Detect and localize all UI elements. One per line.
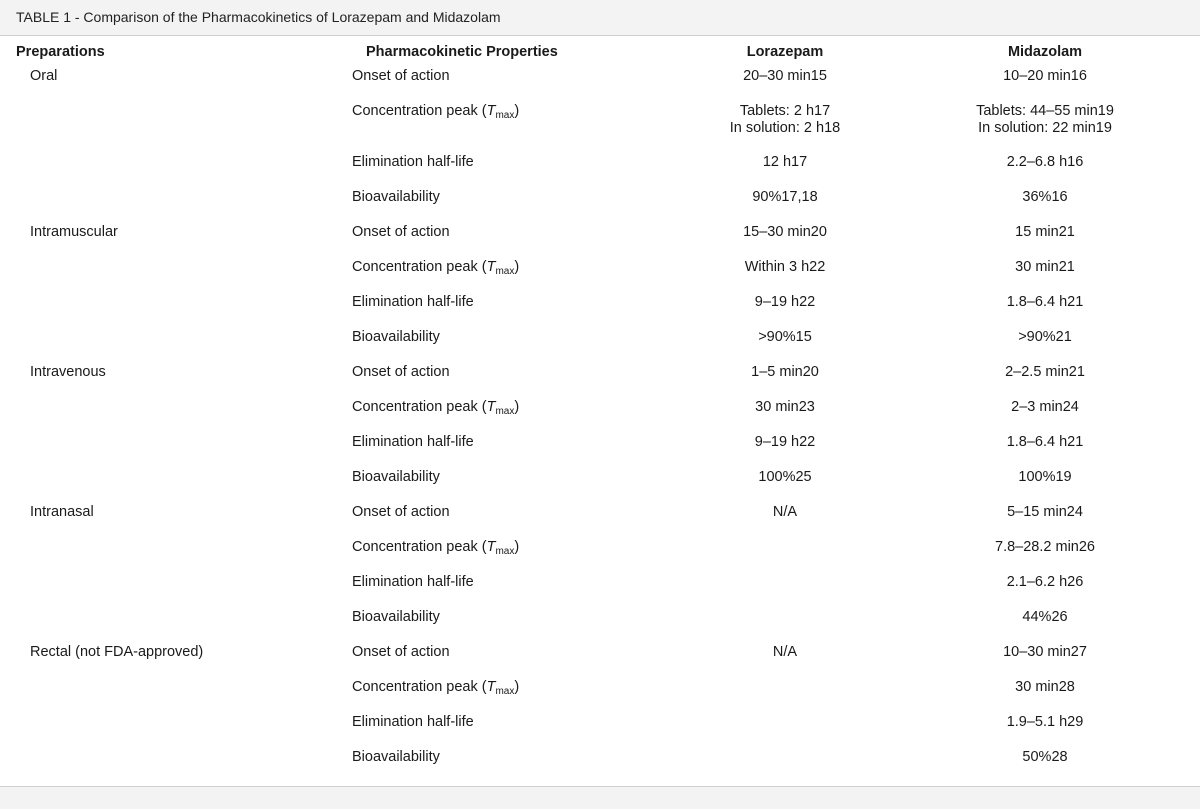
header-preparations: Preparations: [16, 44, 105, 60]
property-label: Bioavailability: [352, 469, 440, 485]
preparation-cell: Intramuscular: [30, 224, 118, 240]
preparation-cell: Oral: [30, 68, 58, 84]
tmax-subscript: max: [495, 110, 515, 121]
table-row: [0, 103, 1200, 154]
property-label-close: ): [514, 259, 520, 275]
lorazepam-value: 20–30 min15: [743, 68, 827, 84]
lorazepam-value: 30 min23: [755, 399, 815, 415]
midazolam-value: 2–2.5 min21: [1005, 364, 1085, 380]
lorazepam-value: 100%25: [758, 469, 812, 485]
table-row: [0, 329, 1200, 364]
midazolam-value: 36%16: [1022, 189, 1068, 205]
pharmacokinetics-table: [0, 38, 1200, 784]
property-cell: [352, 644, 450, 661]
midazolam-value: 1.9–5.1 h29: [1006, 714, 1084, 730]
table-row: [0, 434, 1200, 469]
table-row: [0, 364, 1200, 399]
property-label: Elimination half-life: [352, 574, 474, 590]
property-cell: [352, 329, 440, 346]
header-properties: Pharmacokinetic Properties: [366, 44, 558, 60]
property-label-close: ): [514, 399, 520, 415]
property-label: Bioavailability: [352, 329, 440, 345]
property-cell: [352, 259, 519, 280]
midazolam-cell: [1007, 154, 1084, 171]
property-cell: [352, 154, 474, 171]
footer-bar: [0, 786, 1200, 809]
lorazepam-value: Tablets: 2 h17: [739, 103, 831, 119]
lorazepam-cell: [755, 434, 815, 451]
midazolam-value: 15 min21: [1015, 224, 1075, 240]
property-label-close: ): [514, 103, 520, 119]
table-row: [0, 609, 1200, 644]
lorazepam-value: 12 h17: [762, 154, 808, 170]
table-row: [0, 679, 1200, 714]
lorazepam-cell: [752, 189, 817, 206]
midazolam-cell: [1022, 749, 1067, 766]
midazolam-value: 5–15 min24: [1007, 504, 1083, 520]
midazolam-value: Tablets: 44–55 min19: [976, 103, 1114, 119]
property-label: Onset of action: [352, 504, 450, 520]
lorazepam-value: 90%17,18: [752, 189, 818, 205]
midazolam-cell: [976, 103, 1114, 137]
property-label: Bioavailability: [352, 749, 440, 765]
header-lorazepam: Lorazepam: [746, 44, 824, 60]
lorazepam-cell: [743, 68, 827, 85]
table-row: [0, 714, 1200, 749]
midazolam-cell: [1015, 259, 1075, 276]
property-label: Concentration peak (: [352, 103, 487, 119]
property-cell: [352, 294, 474, 311]
midazolam-cell: [1007, 434, 1084, 451]
property-label: Onset of action: [352, 364, 450, 380]
midazolam-value: 2–3 min24: [1011, 399, 1079, 415]
table-row: [0, 504, 1200, 539]
property-label: Concentration peak (: [352, 679, 487, 695]
midazolam-cell: [1022, 609, 1067, 626]
property-cell: [352, 609, 440, 626]
property-label: Bioavailability: [352, 189, 440, 205]
property-label: Onset of action: [352, 68, 450, 84]
midazolam-cell: [1018, 329, 1072, 346]
preparation-cell: Intravenous: [30, 364, 106, 380]
property-cell: [352, 714, 474, 731]
midazolam-cell: [995, 539, 1095, 556]
midazolam-value: 44%26: [1022, 609, 1068, 625]
property-cell: [352, 68, 450, 85]
table-row: [0, 644, 1200, 679]
tmax-subscript: max: [495, 546, 515, 557]
lorazepam-value: 9–19 h22: [754, 434, 816, 450]
lorazepam-cell: [745, 259, 826, 276]
midazolam-value: 10–30 min27: [1003, 644, 1087, 660]
property-label: Elimination half-life: [352, 434, 474, 450]
property-label: Elimination half-life: [352, 714, 474, 730]
property-label: Concentration peak (: [352, 399, 487, 415]
midazolam-cell: [1011, 399, 1079, 416]
midazolam-cell: [1015, 679, 1075, 696]
lorazepam-value: 1–5 min20: [751, 364, 819, 380]
preparation-cell: Intranasal: [30, 504, 94, 520]
lorazepam-cell: [751, 364, 819, 381]
property-cell: [352, 539, 519, 560]
property-cell: [352, 399, 519, 420]
property-cell: [352, 434, 474, 451]
property-label-close: ): [514, 539, 520, 555]
property-cell: [352, 469, 440, 486]
midazolam-value: 2.1–6.2 h26: [1006, 574, 1084, 590]
tmax-subscript: max: [495, 406, 515, 417]
property-cell: [352, 574, 474, 591]
table-row: [0, 189, 1200, 224]
midazolam-cell: [1003, 68, 1087, 85]
table-row: [0, 154, 1200, 189]
midazolam-value: 2.2–6.8 h16: [1006, 154, 1084, 170]
table-row: [0, 224, 1200, 259]
lorazepam-cell: [758, 469, 811, 486]
property-label: Concentration peak (: [352, 539, 487, 555]
lorazepam-value: 15–30 min20: [743, 224, 827, 240]
property-label: Concentration peak (: [352, 259, 487, 275]
lorazepam-value: >90%15: [758, 329, 812, 345]
midazolam-cell: [1005, 364, 1085, 381]
tmax-symbol: T: [486, 679, 496, 695]
tmax-subscript: max: [495, 686, 515, 697]
midazolam-value: >90%21: [1018, 329, 1072, 345]
midazolam-cell: [1007, 714, 1084, 731]
property-cell: [352, 679, 519, 700]
lorazepam-value-2: In solution: 2 h18: [729, 120, 841, 136]
property-cell: [352, 189, 440, 206]
table-row: [0, 574, 1200, 609]
midazolam-value: 50%28: [1022, 749, 1068, 765]
property-label-close: ): [514, 679, 520, 695]
lorazepam-value: N/A: [772, 504, 798, 520]
property-cell: [352, 103, 519, 124]
midazolam-value: 100%19: [1018, 469, 1072, 485]
table-row: [0, 259, 1200, 294]
midazolam-cell: [1003, 644, 1087, 661]
midazolam-value: 1.8–6.4 h21: [1006, 434, 1084, 450]
lorazepam-cell: [743, 224, 827, 241]
lorazepam-cell: [755, 294, 815, 311]
table-row: [0, 539, 1200, 574]
midazolam-value-2: In solution: 22 min19: [978, 120, 1112, 136]
property-label: Bioavailability: [352, 609, 440, 625]
midazolam-value: 10–20 min16: [1003, 68, 1087, 84]
lorazepam-cell: [763, 154, 807, 171]
lorazepam-cell: [730, 103, 840, 137]
midazolam-cell: [1018, 469, 1071, 486]
midazolam-cell: [1007, 294, 1084, 311]
property-cell: [352, 364, 450, 381]
tmax-subscript: max: [495, 266, 515, 277]
property-label: Elimination half-life: [352, 154, 474, 170]
midazolam-value: 1.8–6.4 h21: [1006, 294, 1084, 310]
property-cell: [352, 224, 450, 241]
header-midazolam: Midazolam: [1007, 44, 1083, 60]
property-cell: [352, 749, 440, 766]
table-body: [0, 68, 1200, 784]
table-caption: TABLE 1 - Comparison of the Pharmacokinetics of Lorazepam and Midazolam: [0, 0, 1200, 36]
table-row: [0, 294, 1200, 329]
table-row: [0, 749, 1200, 784]
lorazepam-cell: [773, 504, 797, 521]
lorazepam-cell: [758, 329, 812, 346]
lorazepam-value: 9–19 h22: [754, 294, 816, 310]
midazolam-cell: [1007, 574, 1084, 591]
tmax-symbol: T: [486, 103, 496, 119]
property-label: Elimination half-life: [352, 294, 474, 310]
lorazepam-cell: [755, 399, 815, 416]
midazolam-cell: [1007, 504, 1083, 521]
table-row: [0, 469, 1200, 504]
midazolam-value: 30 min28: [1015, 679, 1075, 695]
tmax-symbol: T: [486, 399, 496, 415]
table-row: [0, 399, 1200, 434]
midazolam-value: 30 min21: [1015, 259, 1075, 275]
lorazepam-value: N/A: [772, 644, 798, 660]
lorazepam-value: Within 3 h22: [744, 259, 826, 275]
tmax-symbol: T: [486, 539, 496, 555]
tmax-symbol: T: [486, 259, 496, 275]
midazolam-cell: [1015, 224, 1075, 241]
table-header-row: [0, 38, 1200, 68]
property-label: Onset of action: [352, 644, 450, 660]
property-cell: [352, 504, 450, 521]
table-row: [0, 68, 1200, 103]
preparation-cell: Rectal (not FDA-approved): [30, 644, 204, 660]
midazolam-value: 7.8–28.2 min26: [995, 539, 1095, 555]
lorazepam-cell: [773, 644, 797, 661]
midazolam-cell: [1022, 189, 1067, 206]
property-label: Onset of action: [352, 224, 450, 240]
